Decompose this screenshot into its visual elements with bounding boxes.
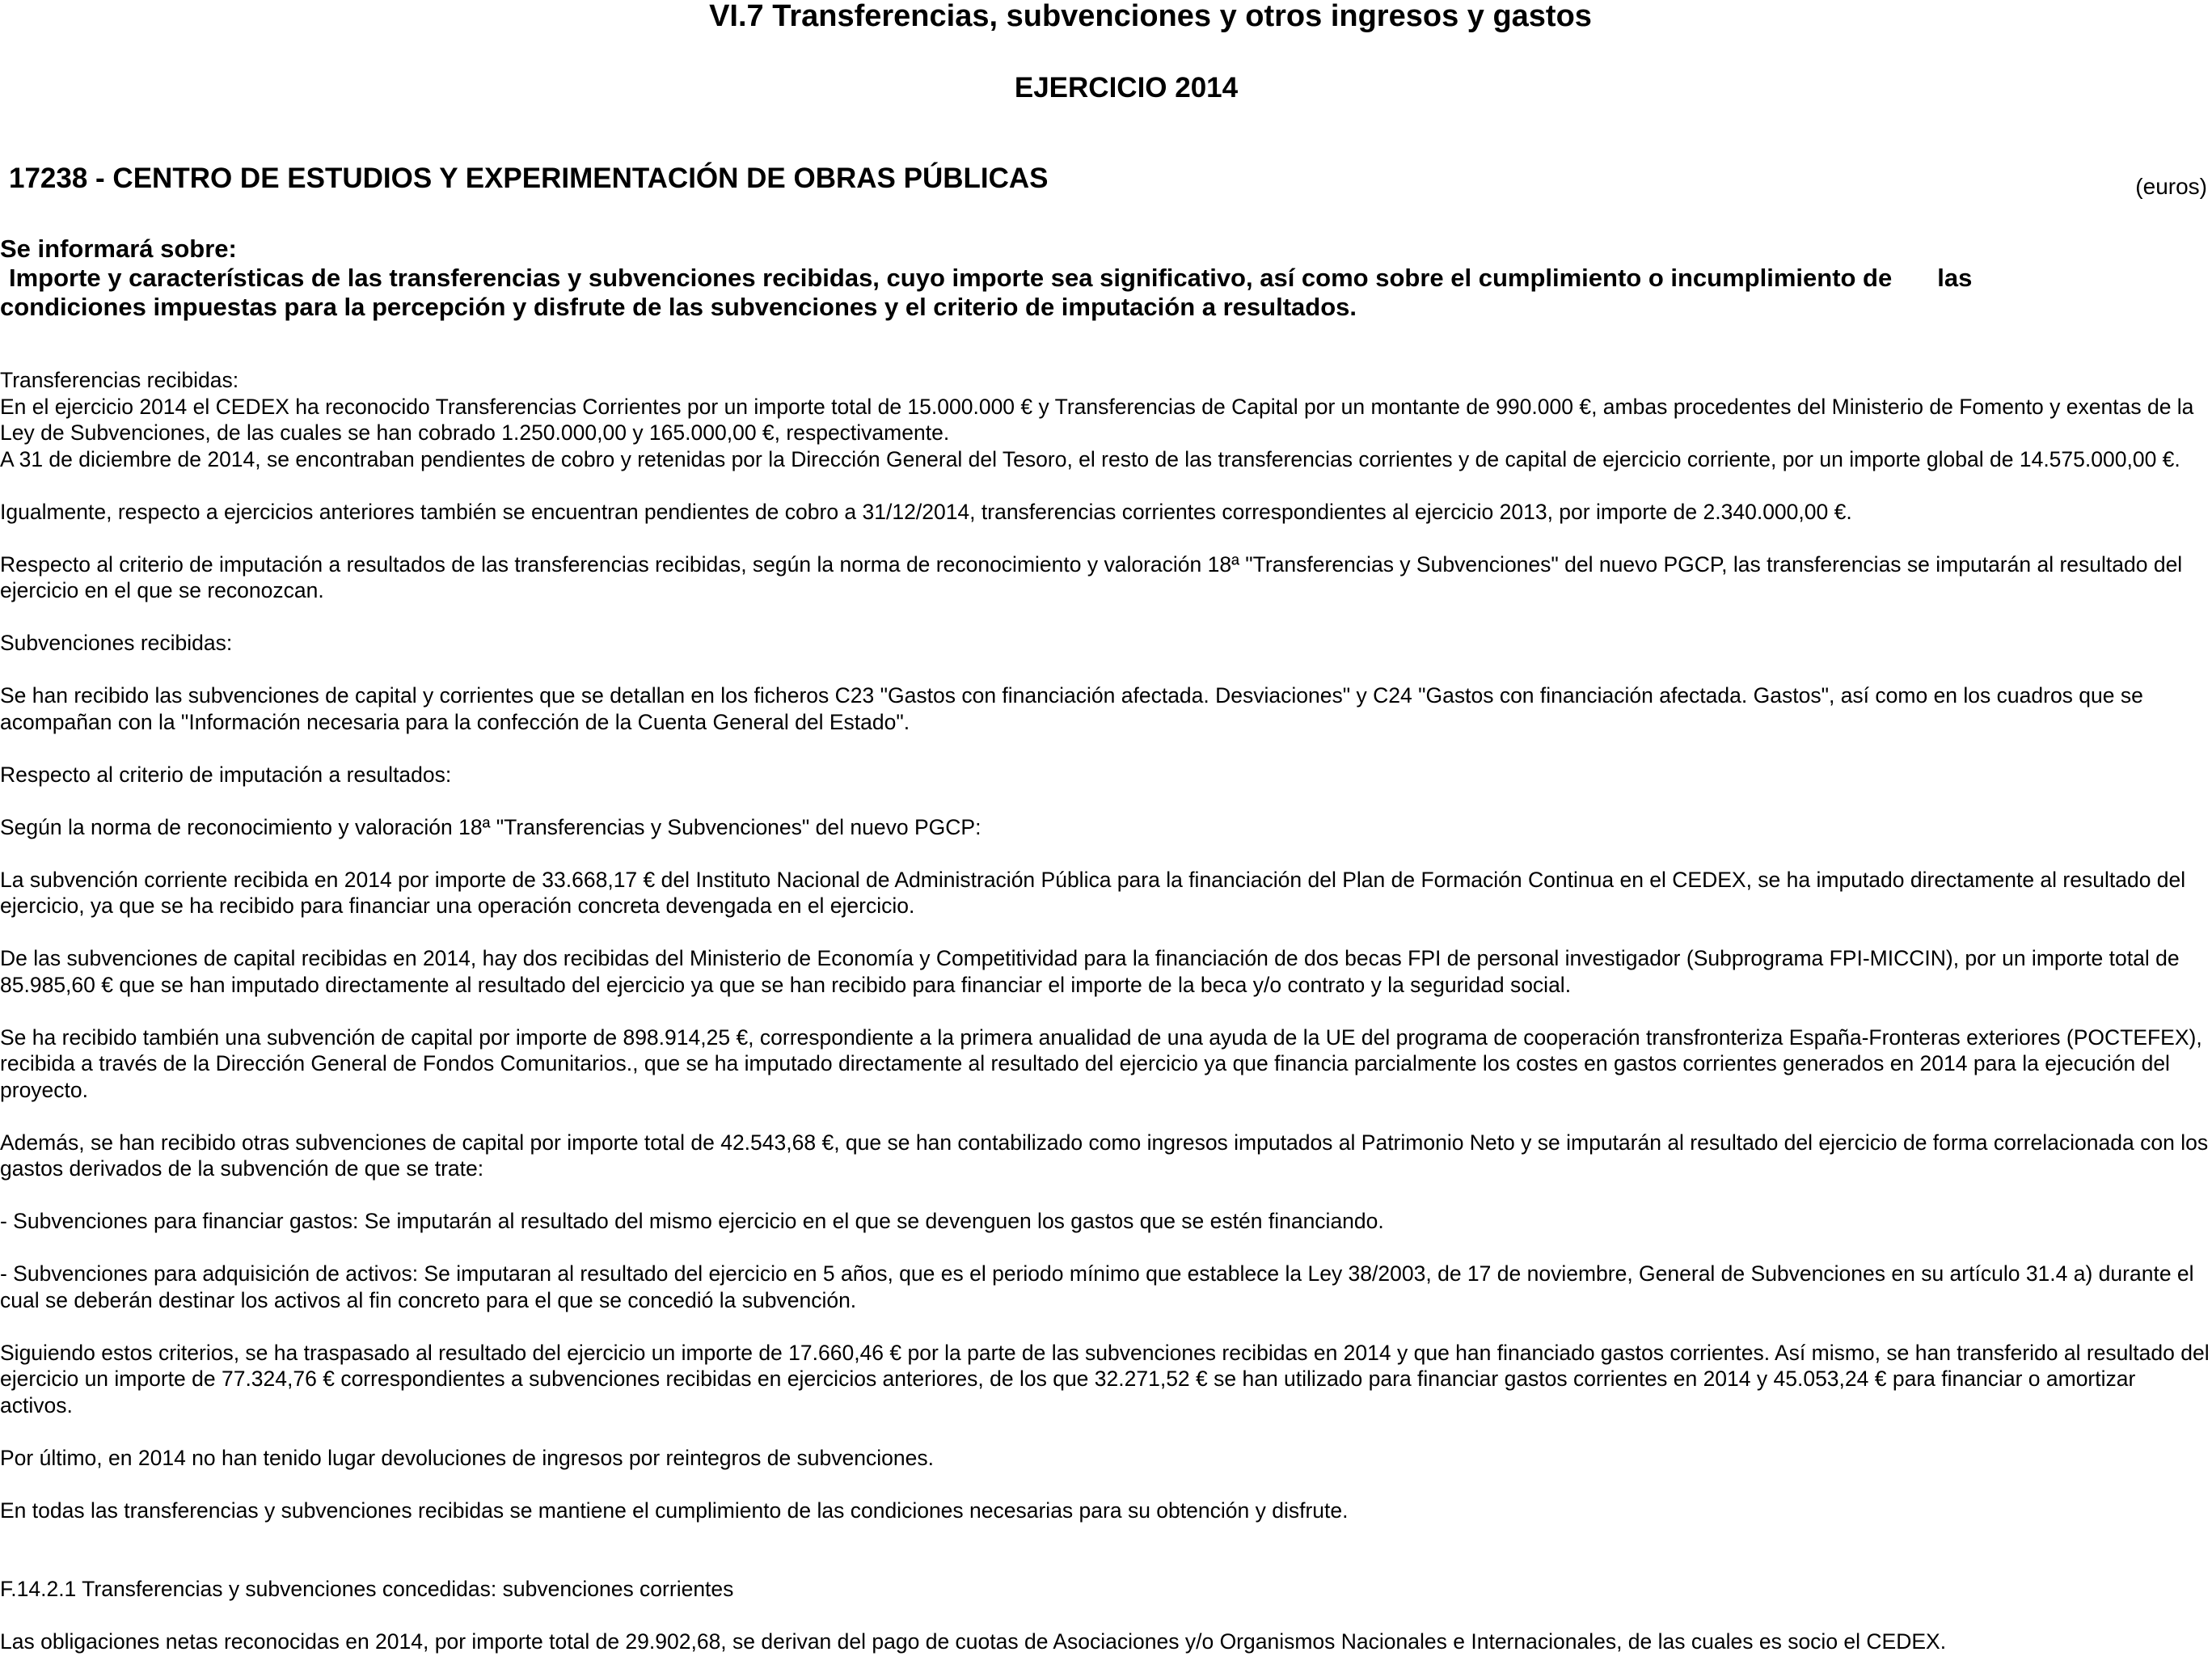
paragraph-expense-subsidies: - Subvenciones para financiar gastos: Se imputarán al resultado del mismo ejercicio en el que se devenguen los gastos que se estén financiando.	[0, 1209, 1384, 1233]
entity-heading: 17238 - CENTRO DE ESTUDIOS Y EXPERIMENTACIÓN DE OBRAS PÚBLICAS	[9, 163, 1049, 194]
paragraph-transferred-amounts: Siguiendo estos criterios, se ha traspasado al resultado del ejercicio un importe de 17.660,46 € por la parte de las subvenciones recibidas en 2014 y que han financiado gastos corrientes. Así mismo, se han transferido al resultado del ejercicio un importe de 77.324,76 € correspondientes a subvenciones recibidas en ejercicios anteriores, de los que 32.271,52 € se han utilizado para financiar gastos corrientes en 2014 y 45.053,24 € para financiar o amortizar activos.	[0, 1340, 2210, 1417]
info-description	[0, 264, 2102, 322]
paragraph-prior-years: Igualmente, respecto a ejercicios anteriores también se encuentran pendientes de cobro a 31/12/2014, transferencias corrientes correspondientes al ejercicio 2013, por importe de 2.340.000,00 €.	[0, 499, 1852, 524]
document-body	[0, 367, 2212, 1655]
paragraph-subsidies-files: Se han recibido las subvenciones de capital y corrientes que se detallan en los ficheros C23 "Gastos con financiación afectada. Desviaciones" y C24 "Gastos con financiación afectada. Gastos", así como en los cuadros que se acompañan con la "Información necesaria para la confección de la Cuenta General del Estado".	[0, 683, 2143, 734]
paragraph-no-refunds: Por último, en 2014 no han tenido lugar devoluciones de ingresos por reintegros de subvenciones.	[0, 1445, 934, 1470]
info-line-2: condiciones impuestas para la percepción y disfrute de las subvenciones y el criterio de imputación a resultados.	[0, 293, 1357, 321]
currency-units: (euros)	[2135, 174, 2207, 199]
paragraph-criteria-heading: Respecto al criterio de imputación a resultados:	[0, 762, 452, 787]
paragraph-transfers-heading: Transferencias recibidas:	[0, 368, 239, 392]
paragraph-subsidies-heading: Subvenciones recibidas:	[0, 631, 233, 655]
paragraph-transfers-pending: A 31 de diciembre de 2014, se encontraban pendientes de cobro y retenidas por la Dirección General del Tesoro, el resto de las transferencias corrientes y de capital de ejercicio corriente, por un importe global de 14.575.000,00 €.	[0, 446, 2180, 471]
info-line-1a: Importe y características de las transferencias y subvenciones recibidas, cuyo importe sea significativo, así como sobre el cumplimiento o incumplimiento de	[9, 264, 1893, 292]
paragraph-current-subsidy: La subvención corriente recibida en 2014 por importe de 33.668,17 € del Instituto Nacional de Administración Pública para la financiación del Plan de Formación Continua en el CEDEX, se ha imputado directamente al resultado del ejercicio, ya que se ha recibido para financiar una operación concreta devengada en el ejercicio.	[0, 867, 2186, 918]
info-heading: Se informará sobre:	[0, 234, 237, 263]
page-title: VI.7 Transferencias, subvenciones y otros ingresos y gastos	[709, 0, 1592, 33]
paragraph-capital-subsidies: De las subvenciones de capital recibidas en 2014, hay dos recibidas del Ministerio de Economía y Competitividad para la financiación de dos becas FPI de personal investigador (Subprograma FPI-MICCIN), por un importe total de 85.985,60 € que se han imputado directamente al resultado del ejercicio ya que se han recibido para financiar el importe de la beca y/o contrato y la seguridad social.	[0, 946, 2180, 997]
exercise-year: EJERCICIO 2014	[1014, 72, 1239, 104]
paragraph-asset-subsidies: - Subvenciones para adquisición de activos: Se imputaran al resultado del ejercicio en 5 años, que es el periodo mínimo que establece la Ley 38/2003, de 17 de noviembre, General de Subvenciones en su artículo 31.4 a) durante el cual se deberán destinar los activos al fin concreto para el que se concedió la subvención.	[0, 1261, 2194, 1312]
paragraph-transfers-recognized: En el ejercicio 2014 el CEDEX ha reconocido Transferencias Corrientes por un importe total de 15.000.000 € y Transferencias de Capital por un montante de 990.000 €, ambas procedentes del Ministerio de Fomento y exentas de la Ley de Subvenciones, de las cuales se han cobrado 1.250.000,00 y 165.000,00 €, respectivamente.	[0, 394, 2194, 445]
section-heading-granted: F.14.2.1 Transferencias y subvenciones concedidas: subvenciones corrientes	[0, 1577, 734, 1601]
paragraph-net-obligations: Las obligaciones netas reconocidas en 2014, por importe total de 29.902,68, se derivan del pago de cuotas de Asociaciones y/o Organismos Nacionales e Internacionales, de las cuales es socio el CEDEX.	[0, 1629, 1947, 1654]
paragraph-norm: Según la norma de reconocimiento y valoración 18ª "Transferencias y Subvenciones" del nuevo PGCP:	[0, 814, 981, 839]
paragraph-compliance: En todas las transferencias y subvenciones recibidas se mantiene el cumplimiento de las condiciones necesarias para su obtención y disfrute.	[0, 1498, 1349, 1523]
paragraph-other-capital: Además, se han recibido otras subvenciones de capital por importe total de 42.543,68 €, que se han contabilizado como ingresos imputados al Patrimonio Neto y se imputarán al resultado del ejercicio de forma correlacionada con los gastos derivados de la subvención de que se trate:	[0, 1130, 2209, 1181]
info-line-1b: las	[1937, 264, 1973, 292]
paragraph-poctefex: Se ha recibido también una subvención de capital por importe de 898.914,25 €, correspondiente a la primera anualidad de una ayuda de la UE del programa de cooperación transfronteriza España-Fronteras exteriores (POCTEFEX), recibida a través de la Dirección General de Fondos Comunitarios., que se ha imputado directamente al resultado del ejercicio ya que financia parcialmente los costes en gastos corrientes generados en 2014 para la ejecución del proyecto.	[0, 1025, 2202, 1102]
paragraph-transfers-criteria: Respecto al criterio de imputación a resultados de las transferencias recibidas, según la norma de reconocimiento y valoración 18ª "Transferencias y Subvenciones" del nuevo PGCP, las transferencias se imputarán al resultado del ejercicio en el que se reconozcan.	[0, 551, 2183, 602]
